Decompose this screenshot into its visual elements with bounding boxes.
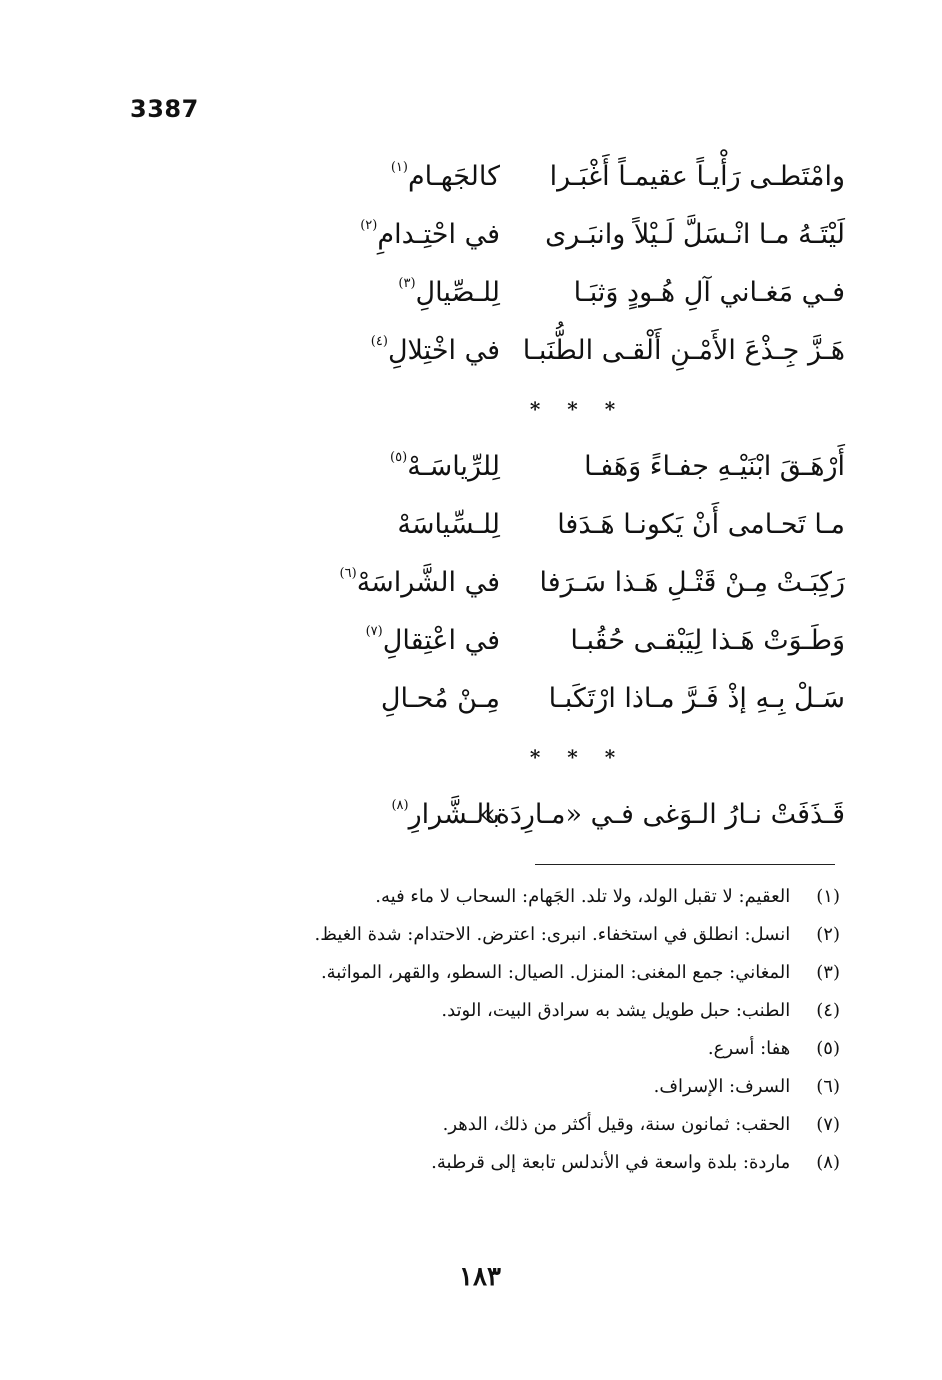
footnote-separator-line (535, 864, 835, 865)
verse-first-hemistich: هَـزَّ جِـذْعَ الأَمْـنِ أَلْقـى الطُّنَبـا (522, 335, 845, 366)
footnote-item (200, 916, 840, 954)
page-number: ١٨٣ (459, 1262, 501, 1292)
verse-second-hemistich (300, 264, 500, 322)
footnote-item (200, 954, 840, 992)
footnote-text: ماردة: بلدة واسعة في الأندلس تابعة إلى قرطبة. (431, 1152, 791, 1173)
verse-first-hemistich: مـا تَحـامى أَنْ يَكونـا هَـدَفا (557, 509, 845, 540)
footnote-text: انسل: انطلق في استخفاء. انبرى: اعترض. الاحتدام: شدة الغيظ. (314, 924, 791, 945)
verse-second-hemistich (300, 438, 500, 496)
footnote-number: (٤) (816, 1000, 840, 1021)
hemistich-text: لِلرِّياسَـهْ (407, 451, 500, 482)
verse-9 (300, 670, 845, 728)
verse-10 (300, 786, 845, 844)
footnotes (200, 878, 840, 1182)
corner-page-number: 3387 (130, 95, 199, 123)
hemistich-text: لِلـصِّيالِ (415, 277, 500, 308)
footnote-number: (٧) (816, 1114, 840, 1135)
verse-8 (300, 612, 845, 670)
verse-first-hemistich: رَكِبَـتْ مِـنْ قَتْـلِ هَـذا سَـرَفا (539, 567, 845, 598)
footnote-item (200, 1030, 840, 1068)
verse-first-hemistich: وَطَـوَتْ هَـذا لِيَبْقـى حُقُبـا (570, 625, 845, 656)
verse-7 (300, 554, 845, 612)
verse-3 (300, 264, 845, 322)
hemistich-text: في الشَّراسَهْ (356, 567, 500, 598)
footnote-marker[interactable]: (٧) (365, 624, 383, 639)
footnote-number: (٨) (816, 1152, 840, 1173)
footnote-text: العقيم: لا تقبل الولد، ولا تلد. الجَهام: السحاب لا ماء فيه. (375, 886, 791, 907)
hemistich-text: في اعْتِقالِ (382, 625, 500, 656)
hemistich-text: في اخْتِلالِ (387, 335, 500, 366)
footnote-text: السرف: الإسراف. (653, 1076, 791, 1097)
poem (300, 148, 845, 844)
hemistich-text: في احْتِـدامِ (377, 219, 500, 250)
footnote-number: (٢) (816, 924, 840, 945)
hemistich-text: مِـنْ مُحـالِ (380, 683, 500, 714)
verse-first-hemistich: فـي مَغـاني آلِ هُـودٍ وَثبَـا (573, 277, 845, 308)
footnote-marker[interactable]: (٨) (391, 798, 409, 813)
hemistich-text: بالـشَّرارِ (408, 799, 500, 830)
footnote-marker[interactable]: (٢) (360, 218, 378, 233)
verse-6 (300, 496, 845, 554)
verse-5 (300, 438, 845, 496)
verse-second-hemistich (300, 554, 500, 612)
footnote-number: (٥) (816, 1038, 840, 1059)
verse-second-hemistich (300, 612, 500, 670)
footnote-item (200, 1068, 840, 1106)
verse-first-hemistich: وامْتَطـى رَأْيـاً عقيمـاً أَغْبَـرا (549, 161, 845, 192)
verse-second-hemistich (300, 322, 500, 380)
footnote-text: الطنب: حبل طويل يشد به سرادق البيت، الوتد. (441, 1000, 791, 1021)
footnote-text: الحقب: ثمانون سنة، وقيل أكثر من ذلك، الدهر. (442, 1114, 791, 1135)
footnote-item (200, 1106, 840, 1144)
footnote-marker[interactable]: (٣) (398, 276, 416, 291)
footnote-number: (٦) (816, 1076, 840, 1097)
footnote-text: هفا: أسرع. (707, 1038, 791, 1059)
verse-first-hemistich: لَيْتَـهُ مـا انْـسَلَّ لَـيْلاً وانبَـرى (545, 219, 845, 250)
hemistich-text: كالجَهـام (407, 161, 500, 192)
stanza-separator-stars: * * * (529, 745, 626, 769)
footnote-number: (٣) (816, 962, 840, 983)
verse-second-hemistich (300, 786, 500, 844)
verse-1 (300, 148, 845, 206)
verse-2 (300, 206, 845, 264)
verse-second-hemistich (300, 206, 500, 264)
verse-second-hemistich (300, 670, 500, 728)
verse-first-hemistich: قَـذَفَتْ نـارُ الـوَغى فـي «مـارِدَة» (479, 799, 845, 830)
footnote-text: المغاني: جمع المغنى: المنزل. الصيال: السطو، والقهر، المواثبة. (320, 962, 791, 983)
footnote-marker[interactable]: (٤) (370, 334, 388, 349)
stanza-separator-stars: * * * (529, 397, 626, 421)
verse-4 (300, 322, 845, 380)
footnote-item (200, 1144, 840, 1182)
hemistich-text: لِلـسِّياسَهْ (397, 509, 500, 540)
footnote-item (200, 878, 840, 916)
footnote-marker[interactable]: (١) (390, 160, 408, 175)
footnote-marker[interactable]: (٥) (390, 450, 408, 465)
verse-first-hemistich: أَرْهَـقَ ابْنَيْـهِ جفـاءً وَهَفـا (584, 451, 845, 482)
footnote-number: (١) (816, 886, 840, 907)
verse-first-hemistich: سَـلْ بِـهِ إذْ فَـرَّ مـاذا ارْتَكَبـا (548, 683, 845, 714)
verse-second-hemistich (300, 496, 500, 554)
footnote-marker[interactable]: (٦) (339, 566, 357, 581)
verse-second-hemistich (300, 148, 500, 206)
footnote-item (200, 992, 840, 1030)
